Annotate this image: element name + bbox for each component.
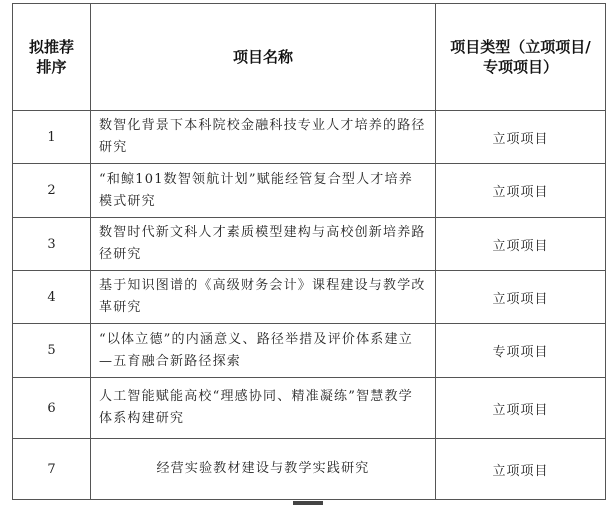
project-type-cell: 立项项目 <box>436 218 606 271</box>
table-row <box>13 378 606 439</box>
rank-cell: 3 <box>13 218 91 271</box>
header-type <box>436 4 606 111</box>
header-name-label: 项目名称 <box>232 47 293 66</box>
project-name-cell: 经营实验教材建设与教学实践研究 <box>91 439 436 500</box>
table-row <box>13 111 606 164</box>
table-row <box>13 439 606 500</box>
table-row <box>13 218 606 271</box>
project-type-cell: 立项项目 <box>436 111 606 164</box>
rank-cell: 4 <box>13 271 91 324</box>
header-row <box>13 4 606 111</box>
project-name-cell: 数智化背景下本科院校金融科技专业人才培养的路径研究 <box>91 111 436 164</box>
page-edge-mark <box>293 501 323 505</box>
header-type-label: 项目类型（立项项目/专项项目） <box>450 37 591 76</box>
rank-cell: 5 <box>13 324 91 378</box>
project-name-cell: “和鲸101数智领航计划”赋能经管复合型人才培养模式研究 <box>91 164 436 218</box>
project-name-cell: 数智时代新文科人才素质模型建构与高校创新培养路径研究 <box>91 218 436 271</box>
table-body <box>13 111 606 500</box>
rank-cell: 7 <box>13 439 91 500</box>
project-name-cell: 基于知识图谱的《高级财务会计》课程建设与教学改革研究 <box>91 271 436 324</box>
recommendation-table <box>12 3 606 500</box>
project-type-cell: 专项项目 <box>436 324 606 378</box>
header-name <box>91 4 436 111</box>
project-type-cell: 立项项目 <box>436 378 606 439</box>
table-row <box>13 271 606 324</box>
project-type-cell: 立项项目 <box>436 439 606 500</box>
table-row <box>13 164 606 218</box>
project-name-cell: “以体立德”的内涵意义、路径举措及评价体系建立—五育融合新路径探索 <box>91 324 436 378</box>
rank-cell: 6 <box>13 378 91 439</box>
project-name-cell: 人工智能赋能高校“理感协同、精准凝练”智慧教学体系构建研究 <box>91 378 436 439</box>
project-type-cell: 立项项目 <box>436 164 606 218</box>
table-header <box>13 4 606 111</box>
header-rank-label: 拟推荐 排序 <box>28 37 74 76</box>
rank-cell: 2 <box>13 164 91 218</box>
project-type-cell: 立项项目 <box>436 271 606 324</box>
table-row <box>13 324 606 378</box>
rank-cell: 1 <box>13 111 91 164</box>
header-rank <box>13 4 91 111</box>
